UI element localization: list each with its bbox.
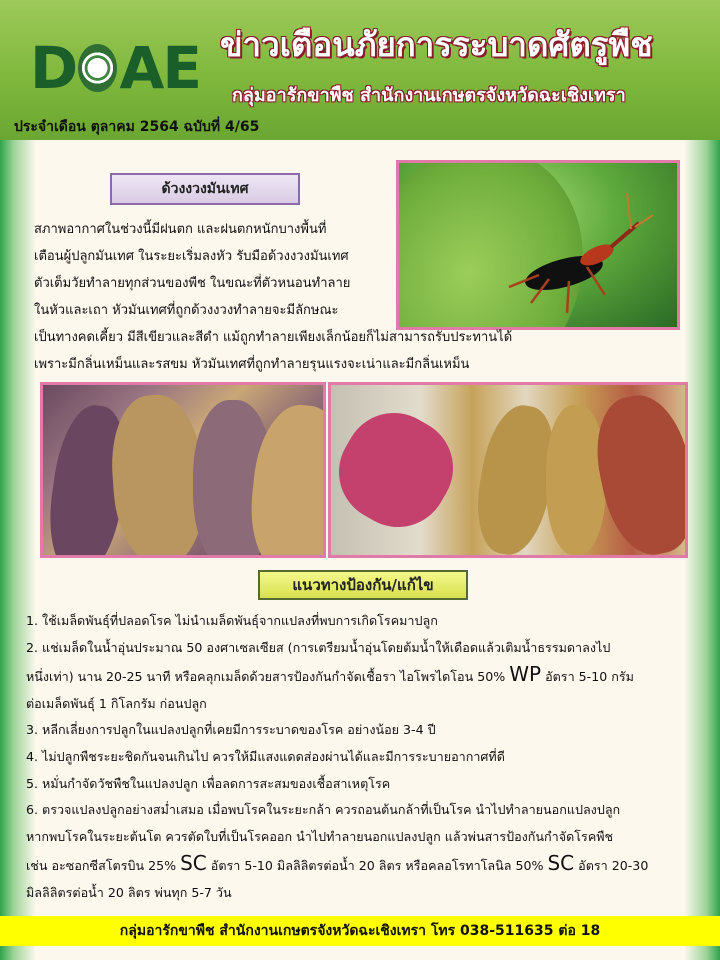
guide-text: อัตรา 5-10 กรัม bbox=[541, 669, 634, 685]
damaged-tuber-photo-1 bbox=[40, 382, 326, 558]
guide-item-1: 1. ใช้เมล็ดพันธุ์ที่ปลอดโรค ไม่นำเมล็ดพันธุ์จากแปลงที่พบการเกิดโรคมาปลูก bbox=[26, 613, 438, 628]
header-banner bbox=[0, 0, 720, 140]
bulletin-title: ข่าวเตือนภัยการระบาดศัตรูพืช bbox=[220, 25, 653, 64]
guide-item-5: 5. หมั่นกำจัดวัชพืชในแปลงปลูก เพื่อลดการสะสมของเชื้อสาเหตุโรค bbox=[26, 775, 391, 791]
description-line: เพราะมีกลิ่นเหม็นและรสขม หัวมันเทศที่ถูกทำลายรุนแรงจะเน่าและมีกลิ่นเหม็น bbox=[34, 357, 470, 372]
pest-title: ด้วงงวงมันเทศ bbox=[110, 173, 300, 205]
description-line: เตือนผู้ปลูกมันเทศ ในระยะเริ่มลงหัว รับมือด้วงงวงมันเทศ bbox=[34, 249, 349, 264]
description-line: ในหัวและเถา หัวมันเทศที่ถูกด้วงงวงทำลายจะมีลักษณะ bbox=[34, 303, 339, 318]
guide-item-2-line-2 bbox=[26, 661, 648, 691]
logo-letter-ae: AE bbox=[119, 34, 200, 102]
guide-item-2-line-3: ต่อเมล็ดพันธุ์ 1 กิโลกรัม ก่อนปลูก bbox=[26, 695, 207, 711]
doae-seal-logo-icon bbox=[78, 44, 117, 92]
guide-item-2-line-1: 2. แช่เมล็ดในน้ำอุ่นประมาณ 50 องศาเซลเซียส (การเตรียมน้ำอุ่นโดยต้มน้ำให้เดือดแล้วเติมน้ำธรรมดาลงไป bbox=[26, 639, 611, 655]
logo-letter-d: D bbox=[30, 34, 77, 102]
bulletin-subtitle: กลุ่มอารักขาพืช สำนักงานเกษตรจังหวัดฉะเชิงเทรา bbox=[232, 85, 626, 106]
footer-contact: กลุ่มอารักขาพืช สำนักงานเกษตรจังหวัดฉะเชิงเทรา โทร 038-511635 ต่อ 18 bbox=[0, 916, 720, 946]
guide-item-6-line-4: มิลลิลิตรต่อน้ำ 20 ลิตร พ่นทุก 5-7 วัน bbox=[26, 884, 232, 900]
guide-title: แนวทางป้องกัน/แก้ไข bbox=[258, 570, 468, 600]
guide-item-6-line-1: 6. ตรวจแปลงปลูกอย่างสม่ำเสมอ เมื่อพบโรคในระยะกล้า ควรถอนต้นกล้าที่เป็นโรค นำไปทำลายนอกแปลงปลูก bbox=[26, 802, 621, 818]
tuber-shape bbox=[585, 387, 688, 558]
doae-logo bbox=[30, 34, 200, 102]
issue-date: ประจำเดือน ตุลาคม 2564 ฉบับที่ 4/65 bbox=[14, 119, 260, 135]
damaged-tuber-photo-2 bbox=[328, 382, 688, 558]
guide-item-4: 4. ไม่ปลูกพืชระยะชิดกันจนเกินไป ควรให้มีแสงแดดส่องผ่านได้และมีการระบายอากาศที่ดี bbox=[26, 748, 505, 764]
prevention-list bbox=[26, 608, 648, 907]
formulation-code: WP bbox=[509, 662, 542, 687]
guide-text: เช่น อะซอกซีสโตรบิน 25% bbox=[26, 858, 181, 874]
guide-text: อัตรา 20-30 bbox=[574, 858, 649, 874]
guide-text: อัตรา 5-10 มิลลิลิตรต่อน้ำ 20 ลิตร หรือคลอโรทาโลนิล 50% bbox=[206, 858, 548, 874]
guide-item-3: 3. หลีกเลี่ยงการปลูกในแปลงปลูกที่เคยมีการระบาดของโรค อย่างน้อย 3-4 ปี bbox=[26, 722, 436, 738]
formulation-code: SC bbox=[547, 851, 575, 876]
guide-text: หนึ่งเท่า) นาน 20-25 นาที หรือคลุกเมล็ดด้วยสารป้องกันกำจัดเชื้อรา ไอโพรไดโอน 50% bbox=[26, 669, 510, 685]
description-line: ตัวเต็มวัยทำลายทุกส่วนของพืช ในขณะที่ตัวหนอนทำลาย bbox=[34, 276, 351, 291]
formulation-code: SC bbox=[180, 851, 207, 876]
tuber-shape bbox=[546, 405, 606, 555]
description-line: เป็นทางคดเคี้ยว มีสีเขียวและสีดำ แม้ถูกทำลายเพียงเล็กน้อยก็ไม่สามารถรับประทานได้ bbox=[34, 330, 513, 345]
description-line: สภาพอากาศในช่วงนี้มีฝนตก และฝนตกหนักบางพื้นที่ bbox=[34, 222, 327, 237]
tuber-shape bbox=[328, 395, 471, 545]
guide-item-6-line-2: หากพบโรคในระยะต้นโต ควรตัดใบที่เป็นโรคออก นำไปทำลายนอกแปลงปลูก แล้วพ่นสารป้องกันกำจัดโรคพืช bbox=[26, 828, 614, 844]
pest-description bbox=[34, 216, 512, 378]
guide-item-6-line-3 bbox=[26, 850, 648, 880]
